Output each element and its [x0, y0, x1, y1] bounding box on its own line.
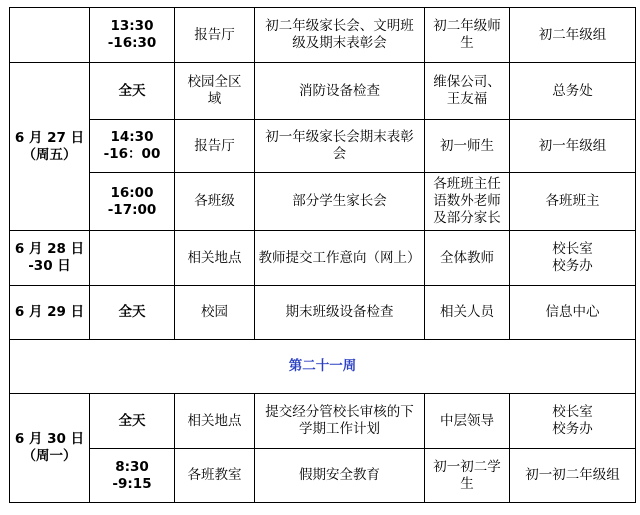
time-cell: 全天	[90, 63, 175, 120]
schedule-table	[9, 7, 636, 503]
week-header-row	[10, 340, 636, 394]
dept-cell: 初一年级组	[510, 120, 636, 173]
week-header: 第二十一周	[10, 340, 636, 394]
dept-cell: 总务处	[510, 63, 636, 120]
table-row	[10, 63, 636, 120]
dept-cell: 各班班主	[510, 173, 636, 231]
place-cell: 报告厅	[175, 120, 255, 173]
people-cell: 全体教师	[425, 231, 510, 286]
time-cell	[90, 231, 175, 286]
dept-cell: 校长室 校务办	[510, 231, 636, 286]
event-cell: 部分学生家长会	[255, 173, 425, 231]
people-cell: 相关人员	[425, 286, 510, 340]
table-row	[10, 394, 636, 449]
people-cell: 维保公司、 王友福	[425, 63, 510, 120]
place-cell: 报告厅	[175, 8, 255, 63]
event-cell: 初一年级家长会期末表彰 会	[255, 120, 425, 173]
table-row	[10, 231, 636, 286]
dept-cell: 初一初二年级组	[510, 449, 636, 503]
people-cell: 各班班主任 语数外老师 及部分家长	[425, 173, 510, 231]
event-cell: 初二年级家长会、文明班 级及期末表彰会	[255, 8, 425, 63]
place-cell: 相关地点	[175, 231, 255, 286]
date-cell: 6 月 27 日 （周五）	[10, 63, 90, 231]
event-cell: 教师提交工作意向（网上）	[255, 231, 425, 286]
date-cell: 6 月 29 日	[10, 286, 90, 340]
people-cell: 初二年级师 生	[425, 8, 510, 63]
place-cell: 校园全区 域	[175, 63, 255, 120]
place-cell: 各班级	[175, 173, 255, 231]
date-cell: 6 月 30 日 （周一）	[10, 394, 90, 503]
place-cell: 各班教室	[175, 449, 255, 503]
place-cell: 相关地点	[175, 394, 255, 449]
date-cell	[10, 8, 90, 63]
people-cell: 初一师生	[425, 120, 510, 173]
table-row	[10, 8, 636, 63]
event-cell: 消防设备检查	[255, 63, 425, 120]
table-row	[10, 120, 636, 173]
time-cell: 全天	[90, 394, 175, 449]
time-cell: 14:30 -16：00	[90, 120, 175, 173]
time-cell: 13:30 -16:30	[90, 8, 175, 63]
event-cell: 提交经分管校长审核的下 学期工作计划	[255, 394, 425, 449]
time-cell: 8:30 -9:15	[90, 449, 175, 503]
event-cell: 期末班级设备检查	[255, 286, 425, 340]
dept-cell: 信息中心	[510, 286, 636, 340]
dept-cell: 校长室 校务办	[510, 394, 636, 449]
date-cell: 6 月 28 日 -30 日	[10, 231, 90, 286]
table-row	[10, 286, 636, 340]
time-cell: 16:00 -17:00	[90, 173, 175, 231]
time-cell: 全天	[90, 286, 175, 340]
table-row	[10, 173, 636, 231]
place-cell: 校园	[175, 286, 255, 340]
table-row	[10, 449, 636, 503]
dept-cell: 初二年级组	[510, 8, 636, 63]
people-cell: 初一初二学 生	[425, 449, 510, 503]
event-cell: 假期安全教育	[255, 449, 425, 503]
people-cell: 中层领导	[425, 394, 510, 449]
